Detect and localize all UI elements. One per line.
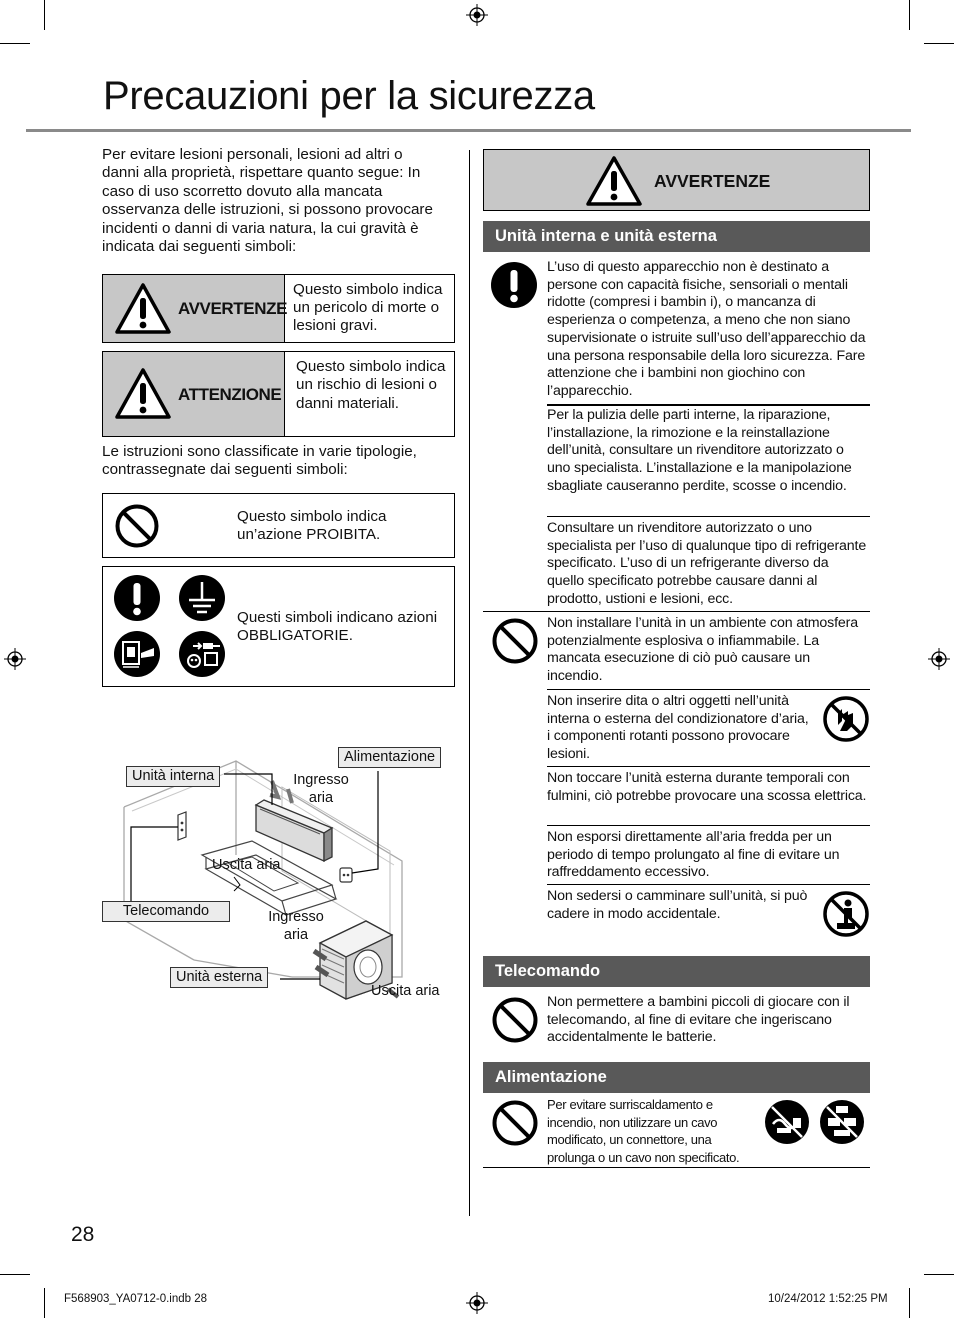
crop-mark [924,1274,954,1275]
warning-header-label: AVVERTENZE [654,171,771,191]
no-extension-cord-icon [818,1098,866,1146]
warning-text: Non permettere a bambini piccoli di giocare con il telecomando, al fine di evitare che ingeriscano accidentalmente le batterie. [547,994,850,1046]
severity-label: ATTENZIONE [178,385,282,404]
mandatory-symbols-box [102,566,455,687]
mandatory-description: Questi simboli indicano azioni OBBLIGATORIE. [237,609,438,645]
row-divider [547,825,870,826]
mandatory-exclamation-icon [114,575,160,621]
footer-file-info: F568903_YA0712-0.indb 28 [64,1293,208,1305]
severity-label: AVVERTENZE [178,299,288,318]
no-modified-cable-icon [763,1098,811,1146]
diagram-label-air-outlet: Uscita aria [371,983,440,999]
row-divider [483,611,870,612]
warning-text: Non inserire dita o altri oggetti nell’unità interna o esterna del condizionatore d’aria, i componenti rotanti possono provocare lesioni. [547,693,809,763]
registration-mark-icon [466,4,488,26]
intro-paragraph: Per evitare lesioni personali, lesioni ad altri o danni alla proprietà, rispettare quanto segue: In caso di uso scorretto dovuto alla mancata osservanza delle istruzioni, si possono provocare incidenti o danni di varia natura, la cui gravità è indicata dai seguenti simboli: [102,146,433,256]
warning-text: Per evitare surriscaldamento e incendio, non utilizzare un cavo modificato, un connettore, una prolunga o un cavo non specificato. [547,1097,740,1165]
footer-timestamp: 10/24/2012 1:52:25 PM [768,1293,888,1305]
diagram-label-outdoor-unit: Unità esterna [170,967,268,988]
warning-triangle-icon [113,366,173,421]
no-climbing-icon [822,890,870,938]
crop-mark [909,0,910,30]
registration-mark-icon [4,648,26,670]
mandatory-exclamation-icon [491,262,537,308]
severity-description: Questo simbolo indica un pericolo di morte o lesioni gravi. [293,281,443,335]
prohibited-icon [491,617,539,665]
severity-box-warning [102,274,455,343]
diagram-label-power: Alimentazione [338,747,441,768]
warning-text: Non installare l’unità in un ambiente con atmosfera potenzialmente esplosiva o infiammabile. La mancata esecuzione di ciò può causare un incendio. [547,615,858,685]
page-title: Precauzioni per la sicurezza [103,74,595,118]
no-fingers-icon [822,695,870,743]
crop-mark [924,43,954,44]
registration-mark-icon [466,1292,488,1314]
crop-mark [44,1288,45,1318]
crop-mark [0,1274,30,1275]
warning-triangle-icon [113,281,173,336]
prohibited-icon [491,1099,539,1147]
warning-text: Per la pulizia delle parti interne, la riparazione, l’installazione, la rimozione e la reinstallazione dell’unità, consultare un rivenditore autorizzato o uno specialista. L’installazione e la manipolazione sbagliate causeranno perdite, scosse o incendio. [547,407,852,494]
unplug-icon [179,631,225,677]
title-rule [26,129,911,132]
crop-mark [0,43,30,44]
warning-text: Non esporsi direttamente all’aria fredda per un periodo di tempo prolungato al fine di evitare un raffreddamento eccessivo. [547,829,840,881]
page-number: 28 [71,1223,95,1246]
row-divider [547,516,870,517]
crop-mark [44,0,45,30]
section-header-power: Alimentazione [483,1062,870,1093]
row-divider [547,404,870,406]
row-divider [547,689,870,690]
section-header-indoor-outdoor: Unità interna e unità esterna [483,221,870,252]
row-divider [547,884,870,885]
prohibited-icon [114,503,160,549]
row-divider [547,766,870,767]
crop-mark [909,1288,910,1318]
severity-box-caution [102,351,455,437]
classification-paragraph: Le istruzioni sono classificate in varie tipologie, contrassegnate dai seguenti simboli: [102,443,417,479]
diagram-label-indoor-unit: Unità interna [126,766,220,787]
warning-triangle-icon [584,154,644,208]
prohibited-icon [491,996,539,1044]
registration-mark-icon [928,648,950,670]
severity-label-panel [103,275,288,342]
severity-description: Questo simbolo indica un rischio di lesioni o danni materiali. [296,358,446,412]
diagram-label-air-intake: Ingresso aria [293,772,349,806]
severity-label-panel [103,352,285,436]
diagram-label-air-outlet: Uscita aria [212,857,281,873]
diagram-label-remote: Telecomando [102,901,230,922]
warning-text: L’uso di questo apparecchio non è destinato a persone con capacità fisiche, sensoriali o mentali ridotte (compresi i bambin i), o mancanza di esperienza o competenza, a meno che non siano supervisionate o istruite sull’uso dell’apparecchio da una persona responsabile della loro sicurezza. Fare attenzione che i bambini non giochino con l’apparecchio. [547,259,866,399]
warning-header [483,149,870,211]
column-divider [469,150,470,1216]
row-divider [483,1167,870,1168]
warning-text: Non sedersi o camminare sull’unità, si può cadere in modo accidentale. [547,888,808,922]
disconnect-breaker-icon [114,631,160,677]
warning-text: Consultare un rivenditore autorizzato o uno specialista per l’uso di qualunque tipo di refrigerante specificato. L’uso di un refrigerante diverso da quello specificato potrebbe causare danni al prodotto, ustioni e lesioni, ecc. [547,520,867,607]
ground-earth-icon [179,575,225,621]
prohibited-description: Questo simbolo indica un’azione PROIBITA. [237,508,387,544]
warning-text: Non toccare l’unità esterna durante temporali con fulmini, ciò potrebbe provocare una scossa elettrica. [547,770,867,804]
section-header-remote: Telecomando [483,956,870,987]
diagram-label-air-intake: Ingresso aria [268,909,324,943]
prohibited-symbol-box [102,493,455,558]
